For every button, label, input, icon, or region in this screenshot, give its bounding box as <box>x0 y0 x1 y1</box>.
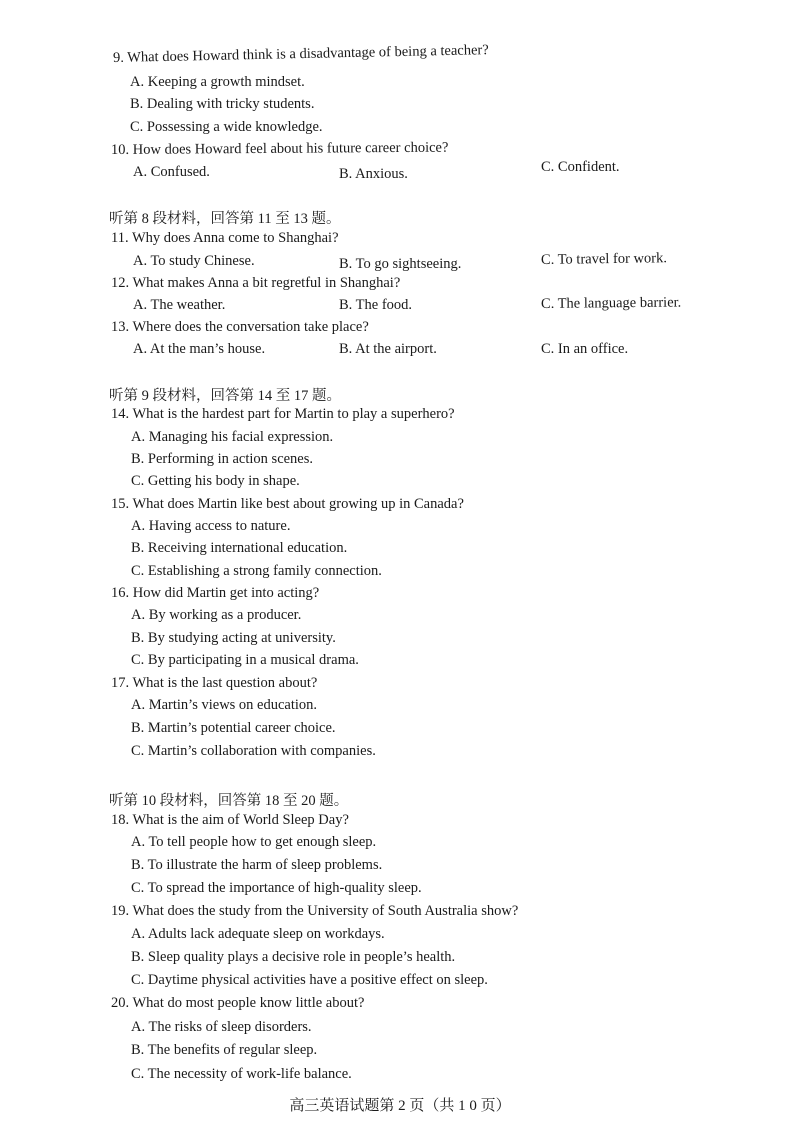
q15-option-c: C. Establishing a strong family connection. <box>131 563 382 579</box>
question-15: 15. What does Martin like best about growing up in Canada? <box>111 496 464 512</box>
q10-option-a: A. Confused. <box>133 164 210 180</box>
q14-option-c: C. Getting his body in shape. <box>131 473 300 489</box>
q12-option-b: B. The food. <box>339 297 413 313</box>
q13-option-a: A. At the man’s house. <box>133 341 266 357</box>
question-14: 14. What is the hardest part for Martin to play a superhero? <box>111 406 455 422</box>
q20-option-a: A. The risks of sleep disorders. <box>131 1019 312 1035</box>
q15-option-a: A. Having access to nature. <box>131 518 291 534</box>
q20-option-c: C. The necessity of work-life balance. <box>131 1066 352 1082</box>
q17-option-b: B. Martin’s potential career choice. <box>131 720 336 736</box>
question-16: 16. How did Martin get into acting? <box>111 585 320 601</box>
section-heading-8: 听第 8 段材料，回答第 11 至 13 题。 <box>109 211 341 227</box>
q11-option-a: A. To study Chinese. <box>133 253 255 269</box>
question-12: 12. What makes Anna a bit regretful in Shanghai? <box>111 275 401 291</box>
q13-option-c: C. In an office. <box>541 341 629 357</box>
question-20: 20. What do most people know little about? <box>111 995 365 1011</box>
question-19: 19. What does the study from the University of South Australia show? <box>111 903 519 919</box>
q11-option-c: C. To travel for work. <box>540 250 668 268</box>
q17-option-a: A. Martin’s views on education. <box>131 697 318 713</box>
question-9: 9. What does Howard think is a disadvantage of being a teacher? <box>112 42 489 66</box>
q12-option-a: A. The weather. <box>133 297 226 313</box>
q18-option-c: C. To spread the importance of high-quality sleep. <box>131 880 422 896</box>
q18-option-b: B. To illustrate the harm of sleep problems. <box>131 857 383 873</box>
question-13: 13. Where does the conversation take place? <box>111 319 369 335</box>
section-heading-10: 听第 10 段材料，回答第 18 至 20 题。 <box>109 793 349 809</box>
q14-option-b: B. Performing in action scenes. <box>131 451 314 467</box>
page-footer: 高三英语试题第 2 页（共 1 0 页） <box>289 1098 511 1114</box>
q19-option-b: B. Sleep quality plays a decisive role in people’s health. <box>131 949 456 965</box>
q13-option-b: B. At the airport. <box>339 341 437 357</box>
q9-option-b: B. Dealing with tricky students. <box>130 96 315 112</box>
q18-option-a: A. To tell people how to get enough sleep. <box>131 834 377 850</box>
q20-option-b: B. The benefits of regular sleep. <box>131 1042 318 1058</box>
question-11: 11. Why does Anna come to Shanghai? <box>111 230 339 246</box>
question-18: 18. What is the aim of World Sleep Day? <box>111 812 349 828</box>
q16-option-b: B. By studying acting at university. <box>131 630 336 646</box>
q19-option-a: A. Adults lack adequate sleep on workdays. <box>131 926 385 942</box>
question-17: 17. What is the last question about? <box>111 675 318 691</box>
q14-option-a: A. Managing his facial expression. <box>131 429 334 445</box>
section-heading-9: 听第 9 段材料，回答第 14 至 17 题。 <box>109 388 341 404</box>
question-10: 10. How does Howard feel about his future career choice? <box>110 139 449 158</box>
q11-option-b: B. To go sightseeing. <box>339 256 462 272</box>
q17-option-c: C. Martin’s collaboration with companies. <box>131 743 376 759</box>
q9-option-c: C. Possessing a wide knowledge. <box>130 119 323 135</box>
q15-option-b: B. Receiving international education. <box>131 540 348 556</box>
q16-option-a: A. By working as a producer. <box>131 607 302 623</box>
q10-option-c: C. Confident. <box>541 159 620 175</box>
q12-option-c: C. The language barrier. <box>540 294 682 312</box>
q9-option-a: A. Keeping a growth mindset. <box>130 74 305 90</box>
q19-option-c: C. Daytime physical activities have a positive effect on sleep. <box>131 972 488 988</box>
q16-option-c: C. By participating in a musical drama. <box>131 652 359 668</box>
q10-option-b: B. Anxious. <box>339 166 408 182</box>
